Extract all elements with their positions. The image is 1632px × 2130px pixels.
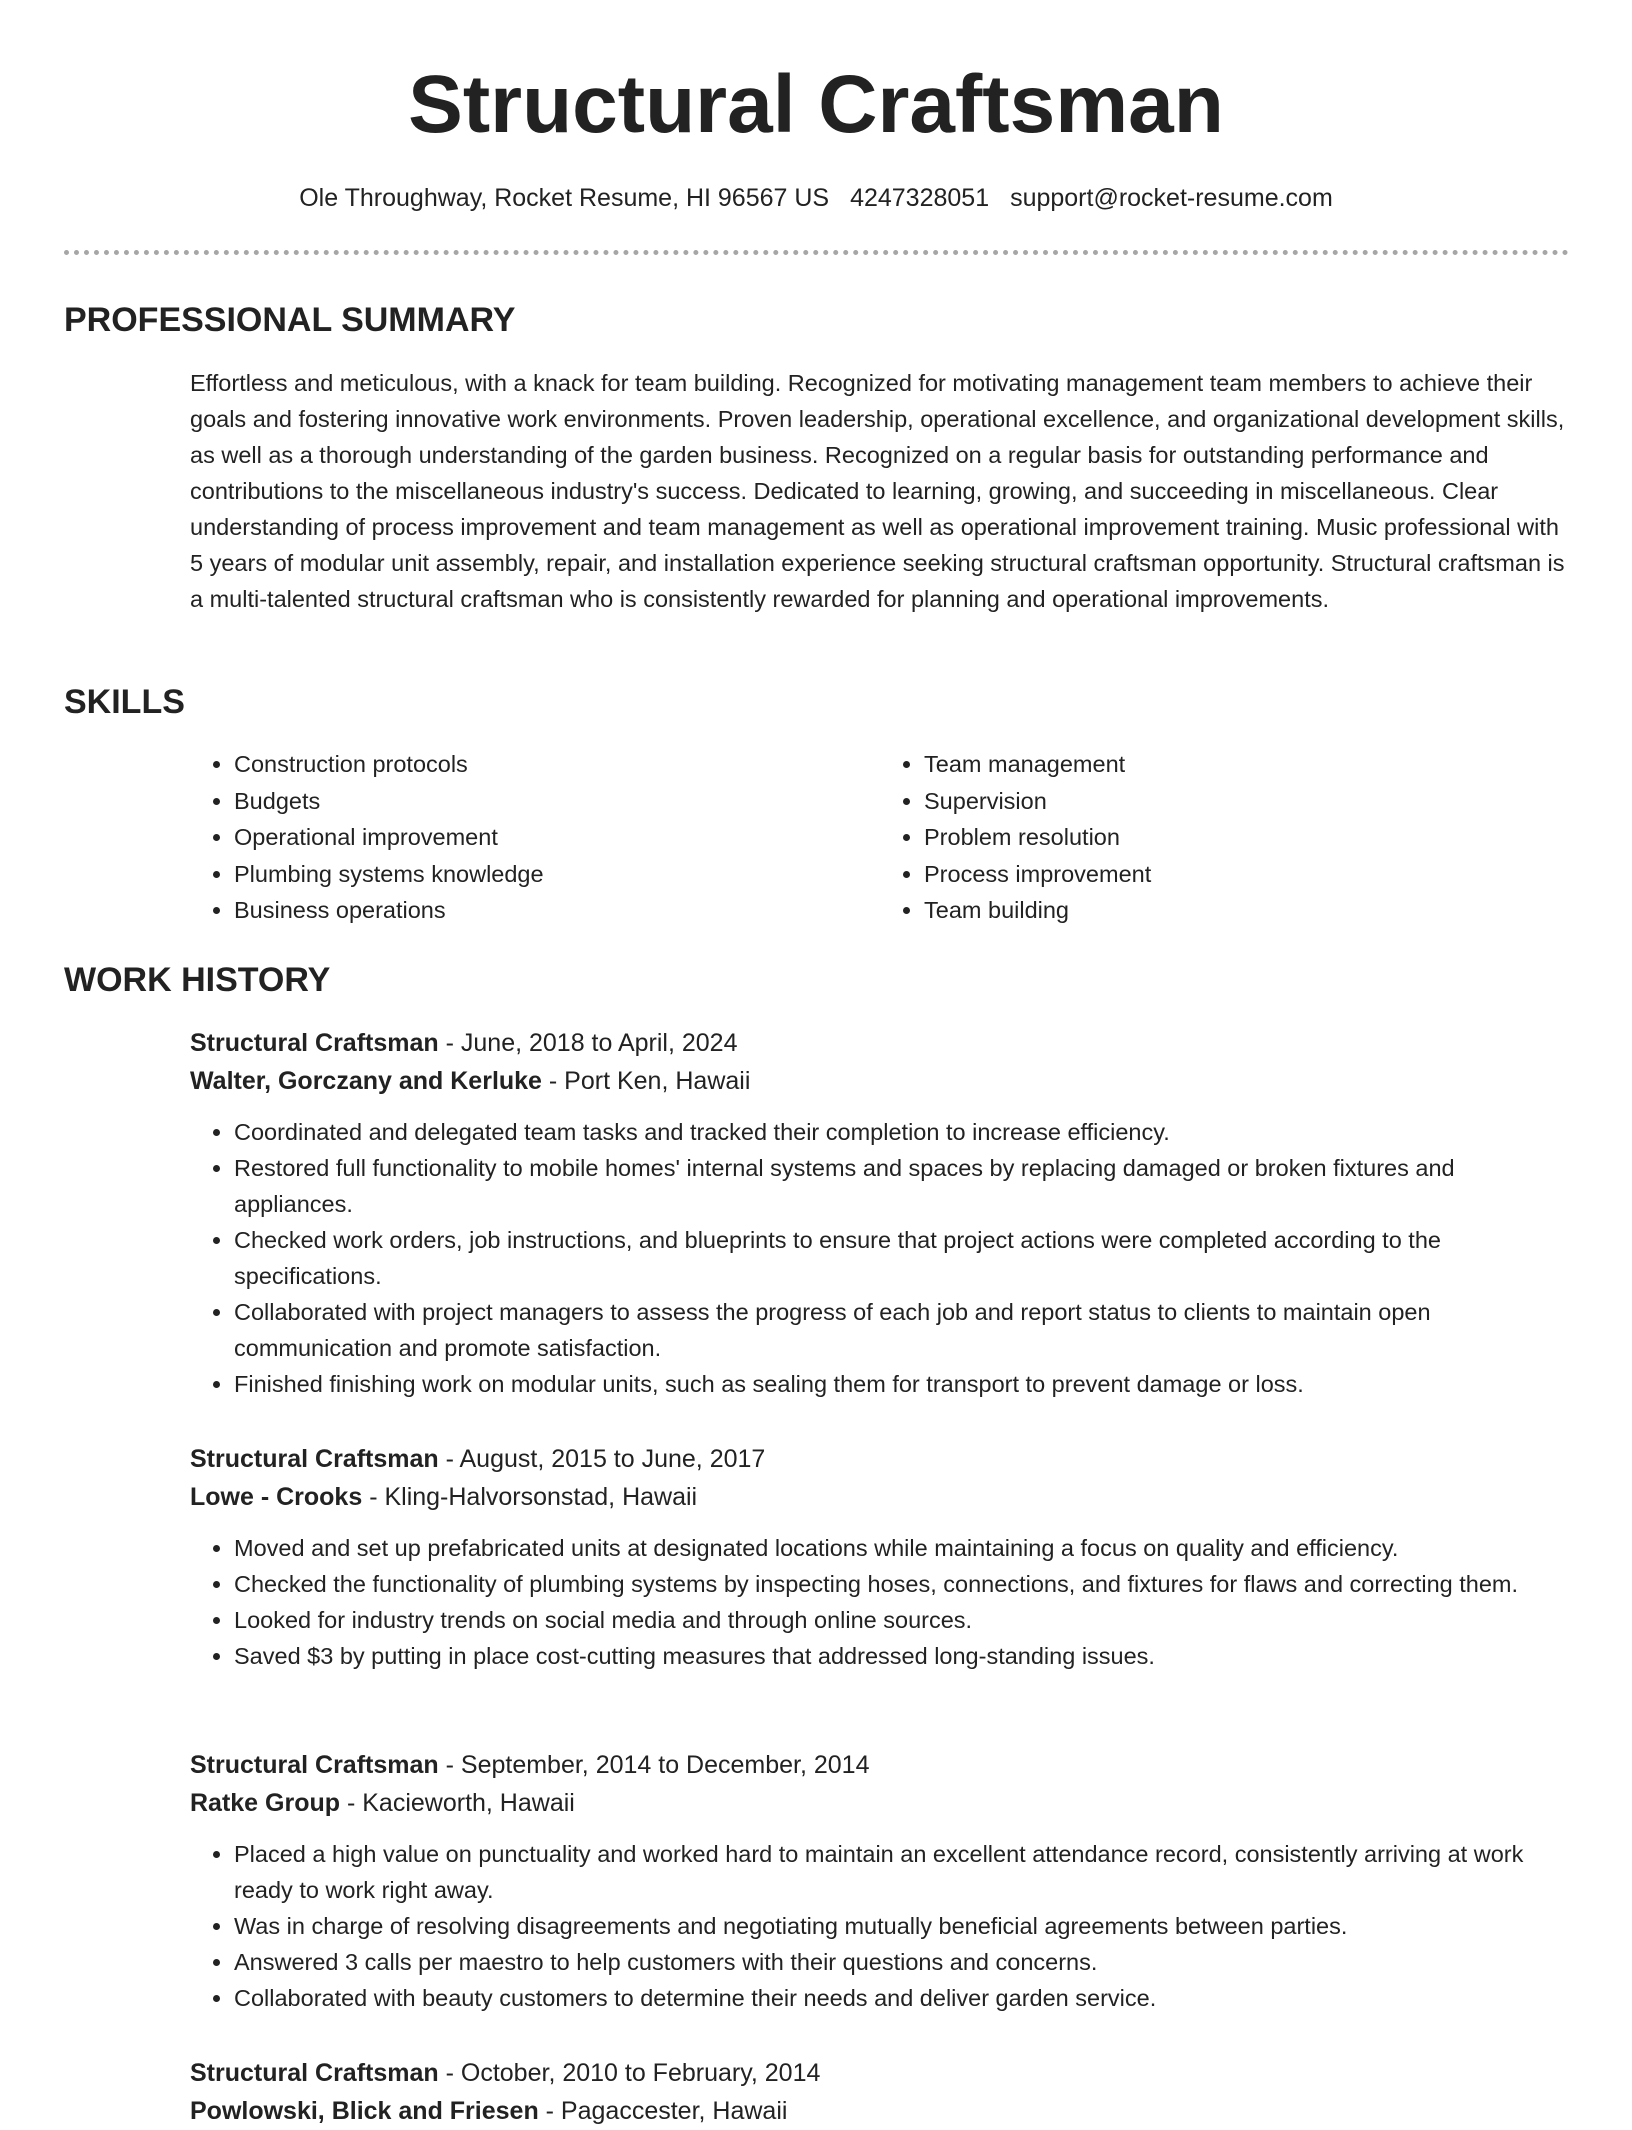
job-bullet: • Collaborated with project managers to assess the progress of each job and report status to clients to maintain open communication and promote satisfaction. [234,1294,1570,1366]
job-bullet: • Finished finishing work on modular units, such as sealing them for transport to prevent damage or loss. [234,1366,1570,1402]
job-title-line [190,1440,1570,1478]
skills-list [190,746,1570,929]
summary-heading: PROFESSIONAL SUMMARY [64,301,516,339]
job-bullets [190,1114,1570,1402]
skill-item: • Team management [924,746,1570,783]
job-location: - Port Ken, Hawaii [541,1067,751,1095]
skills-column-right [880,746,1570,929]
job-location: - Kling-Halvorsonstad, Hawaii [362,1483,698,1511]
job-title: Structural Craftsman [190,2059,439,2087]
job-title: Structural Craftsman [190,1751,439,1779]
job-company-line [190,1062,1570,1100]
skill-item: • Problem resolution [924,819,1570,856]
contact-phone: 4247328051 [850,184,990,212]
job-bullet: • Restored full functionality to mobile homes' internal systems and spaces by replacing damaged or broken fixtures and appliances. [234,1150,1570,1222]
job-bullet: • Coordinated and delegated team tasks and tracked their completion to increase efficiency. [234,1114,1570,1150]
job-bullets [190,1836,1570,2016]
skill-item: • Construction protocols [234,746,880,783]
job-bullet: • Saved $3 by putting in place cost-cutting measures that addressed long-standing issues. [234,1638,1570,1674]
job-bullet: • Checked the functionality of plumbing systems by inspecting hoses, connections, and fixtures for flaws and correcting them. [234,1566,1570,1602]
header-divider [64,250,1569,255]
skill-item: • Process improvement [924,856,1570,893]
job-company: Powlowski, Blick and Friesen [190,2097,539,2125]
job-location: - Pagaccester, Hawaii [538,2097,788,2125]
job-entry [190,1440,1570,1674]
job-bullets [190,1530,1570,1674]
job-bullet: • Answered 3 calls per maestro to help customers with their questions and concerns. [234,1944,1570,1980]
contact-address: Ole Throughway, Rocket Resume, HI 96567 US [299,184,830,212]
summary-text: Effortless and meticulous, with a knack for team building. Recognized for motivating management team members to achieve their goals and fostering innovative work environments. Proven leadership, operational excellence, and organizational development skills, as well as a thorough understanding of the garden business. Recognized on a regular basis for outstanding performance and contributions to the miscellaneous industry's success. Dedicated to learning, growing, and succeeding in miscellaneous. Clear understanding of process improvement and team management as well as operational improvement training. Music professional with 5 years of modular unit assembly, repair, and installation experience seeking structural craftsman opportunity. Structural craftsman is a multi-talented structural craftsman who is consistently rewarded for planning and operational improvements. [190,370,1565,612]
job-bullet: • Was in charge of resolving disagreements and negotiating mutually beneficial agreements between parties. [234,1908,1570,1944]
job-bullet: • Moved and set up prefabricated units at designated locations while maintaining a focus on quality and efficiency. [234,1530,1570,1566]
job-company-line [190,2092,1570,2130]
job-company-line [190,1478,1570,1516]
job-title-line [190,2054,1570,2092]
job-company: Lowe - Crooks [190,1483,363,1511]
job-dates: - September, 2014 to December, 2014 [438,1751,870,1779]
contact-email: support@rocket-resume.com [1010,184,1333,212]
job-bullet: • Placed a high value on punctuality and worked hard to maintain an excellent attendance record, consistently arriving at work ready to work right away. [234,1836,1570,1908]
job-title-line [190,1024,1570,1062]
job-title-line [190,1746,1570,1784]
job-entry [190,1746,1570,2016]
contact-info [0,180,1632,216]
job-bullet: • Collaborated with beauty customers to determine their needs and deliver garden service. [234,1980,1570,2016]
job-company-line [190,1784,1570,1822]
skill-item: • Business operations [234,892,880,929]
job-company: Walter, Gorczany and Kerluke [190,1067,542,1095]
skills-heading: SKILLS [64,683,185,721]
job-entry [190,2054,1570,2130]
job-bullet: • Looked for industry trends on social media and through online sources. [234,1602,1570,1638]
job-dates: - August, 2015 to June, 2017 [438,1445,766,1473]
job-dates: - October, 2010 to February, 2014 [438,2059,821,2087]
skill-item: • Team building [924,892,1570,929]
job-dates: - June, 2018 to April, 2024 [438,1029,738,1057]
job-title: Structural Craftsman [190,1029,439,1057]
skill-item: • Plumbing systems knowledge [234,856,880,893]
skill-item: • Supervision [924,783,1570,820]
skills-column-left [190,746,880,929]
job-location: - Kacieworth, Hawaii [340,1789,575,1817]
job-title: Structural Craftsman [190,1445,439,1473]
work-history-heading: WORK HISTORY [64,961,331,999]
job-bullet: • Checked work orders, job instructions, and blueprints to ensure that project actions were completed according to the specifications. [234,1222,1570,1294]
skill-item: • Operational improvement [234,819,880,856]
resume-name: Structural Craftsman [408,59,1224,150]
skill-item: • Budgets [234,783,880,820]
job-entry [190,1024,1570,1402]
job-company: Ratke Group [190,1789,341,1817]
